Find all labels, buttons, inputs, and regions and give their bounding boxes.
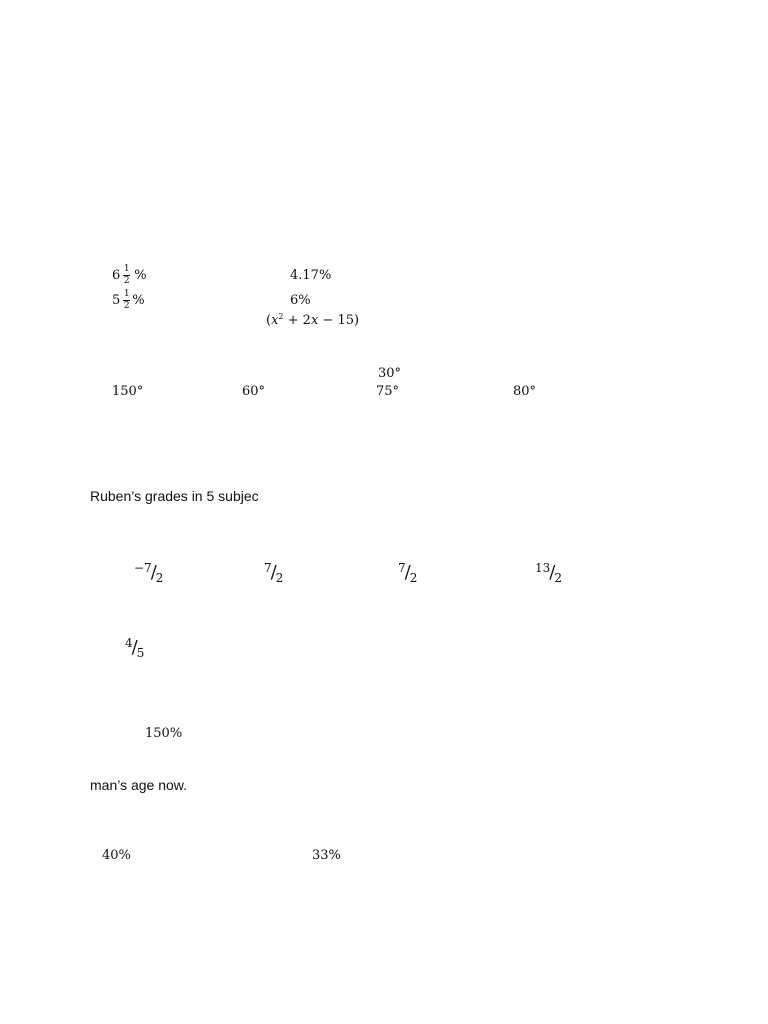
mixed-number-1-fraction — [123, 265, 130, 286]
poly-exponent: 2 — [278, 312, 284, 321]
mixed-number-2-numerator: 1 — [123, 289, 130, 299]
fraction-13-2 — [535, 558, 562, 588]
fraction-slash: / — [549, 562, 556, 583]
fraction-neg-7-2 — [134, 558, 163, 588]
fraction-numerator: 13 — [535, 561, 551, 575]
mixed-number-2-fraction — [123, 290, 130, 311]
fraction-denominator: 2 — [275, 571, 284, 585]
mixed-number-2-denominator: 2 — [123, 301, 130, 311]
poly-x-2: x — [310, 313, 319, 328]
value-6-percent: 6% — [290, 293, 311, 308]
poly-plus-2: + 2 — [283, 313, 311, 328]
fraction-numerator: 7 — [264, 561, 272, 575]
mixed-number-2-whole: 5 — [112, 292, 121, 308]
fraction-4-5 — [125, 633, 144, 663]
mixed-number-1 — [112, 265, 147, 286]
percent-150: 150% — [145, 726, 183, 741]
fraction-denominator: 5 — [136, 646, 145, 660]
fraction-slash: / — [270, 562, 277, 583]
angle-80: 80° — [513, 384, 537, 399]
poly-x: x — [271, 313, 279, 328]
mixed-number-1-whole: 6 — [112, 267, 121, 283]
mixed-number-1-percent-sign: % — [134, 267, 147, 283]
value-4-17-percent: 4.17% — [290, 268, 332, 283]
fraction-slash: / — [131, 637, 138, 658]
fraction-slash: / — [150, 562, 157, 583]
poly-tail: − 15) — [318, 313, 360, 328]
angle-150: 150° — [112, 384, 144, 399]
fraction-numerator: 7 — [398, 561, 406, 575]
angle-30: 30° — [378, 366, 402, 381]
fraction-numerator: 4 — [125, 636, 133, 650]
fraction-7-2-a — [264, 558, 283, 588]
polynomial-expression — [266, 313, 359, 329]
grades-text: Ruben’s grades in 5 subjec — [90, 488, 259, 504]
mixed-number-1-numerator: 1 — [123, 264, 130, 274]
fraction-slash: / — [404, 562, 411, 583]
angle-60: 60° — [242, 384, 266, 399]
age-text: man’s age now. — [90, 777, 188, 793]
angle-75: 75° — [376, 384, 400, 399]
fraction-7-2-b — [398, 558, 417, 588]
percent-33: 33% — [312, 848, 341, 863]
fraction-denominator: 2 — [409, 571, 418, 585]
mixed-number-1-denominator: 2 — [123, 276, 130, 286]
fraction-numerator: −7 — [134, 561, 152, 575]
fraction-denominator: 2 — [155, 571, 164, 585]
mixed-number-2 — [112, 290, 145, 311]
mixed-number-2-percent-sign: % — [132, 292, 145, 308]
fraction-denominator: 2 — [554, 571, 562, 585]
percent-40: 40% — [102, 848, 131, 863]
poly-open: ( — [266, 313, 272, 328]
